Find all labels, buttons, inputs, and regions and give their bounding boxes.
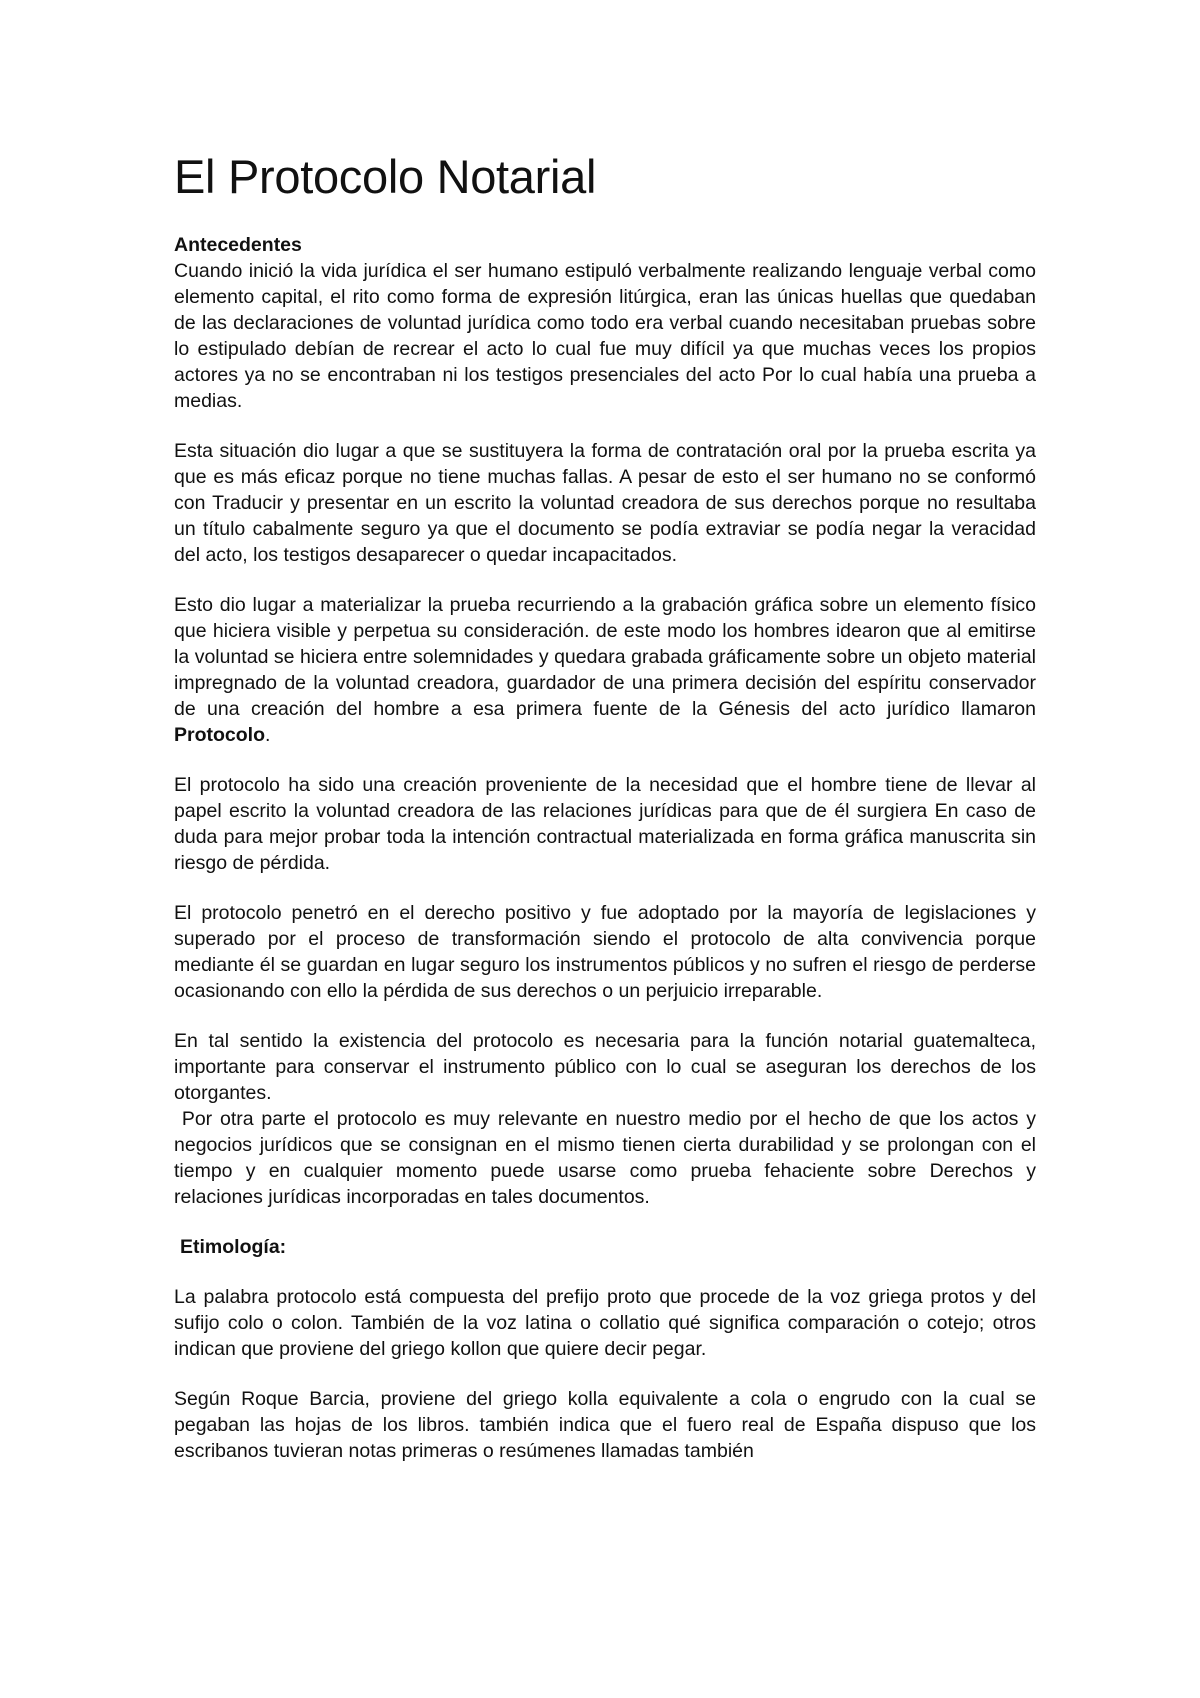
section-heading-antecedentes: Antecedentes (174, 234, 302, 256)
paragraph-9: Según Roque Barcia, proviene del griego kolla equivalente a cola o engrudo con la cual se pegaban las hojas de los libros. también indica que el fuero real de España dispuso que los escribanos tuvieran notas primeras o resúmenes llamadas también (174, 1388, 1036, 1462)
paragraph-4: El protocolo ha sido una creación proveniente de la necesidad que el hombre tiene de llevar al papel escrito la voluntad creadora de las relaciones jurídicas para que de él surgiera En caso de duda para mejor probar toda la intención contractual materializada en forma gráfica manuscrita sin riesgo de pérdida. (174, 774, 1036, 874)
paragraph-2: Esta situación dio lugar a que se sustituyera la forma de contratación oral por la prueba escrita ya que es más eficaz porque no tiene muchas fallas. A pesar de esto el ser humano no se conformó con Traducir y presentar en un escrito la voluntad creadora de sus derechos porque no resultaba un título cabalmente seguro ya que el documento se podía extraviar se podía negar la veracidad del acto, los testigos desaparecer o quedar incapacitados. (174, 440, 1036, 566)
paragraph-8: La palabra protocolo está compuesta del prefijo proto que procede de la voz griega protos y del sufijo colo o colon. También de la voz latina o collatio qué significa comparación o cotejo; otros indican que proviene del griego kollon que quiere decir pegar. (174, 1286, 1036, 1360)
document-title: El Protocolo Notarial (174, 150, 597, 203)
paragraph-6: En tal sentido la existencia del protocolo es necesaria para la función notarial guatemalteca, importante para conservar el instrumento público con lo cual se aseguran los derechos de los otorgantes. (174, 1030, 1036, 1104)
paragraph-3-bold-term: Protocolo (174, 724, 265, 746)
paragraph-7: Por otra parte el protocolo es muy relevante en nuestro medio por el hecho de que los actos y negocios jurídicos que se consignan en el mismo tienen cierta durabilidad y se prolongan con el tiempo y en cualquier momento puede usarse como prueba fehaciente sobre Derechos y relaciones jurídicas incorporadas en tales documentos. (174, 1108, 1042, 1208)
paragraph-5: El protocolo penetró en el derecho positivo y fue adoptado por la mayoría de legislaciones y superado por el proceso de transformación siendo el protocolo de alta convivencia porque mediante él se guardan en lugar seguro los instrumentos públicos y no sufren el riesgo de perderse ocasionando con ello la pérdida de sus derechos o un perjuicio irreparable. (174, 902, 1036, 1002)
paragraph-3-end: . (265, 724, 271, 746)
paragraph-3 (174, 592, 1036, 748)
paragraph-1: Cuando inició la vida jurídica el ser humano estipuló verbalmente realizando lenguaje verbal como elemento capital, el rito como forma de expresión litúrgica, eran las únicas huellas que quedaban de las declaraciones de voluntad jurídica como todo era verbal cuando necesitaban pruebas sobre lo estipulado debían de recrear el acto lo cual fue muy difícil ya que muchas veces los propios actores ya no se encontraban ni los testigos presenciales del acto Por lo cual había una prueba a medias. (174, 260, 1036, 412)
document-body (174, 148, 1042, 1488)
paragraph-3-text: Esto dio lugar a materializar la prueba recurriendo a la grabación gráfica sobre un elemento físico que hiciera visible y perpetua su consideración. de este modo los hombres idearon que al emitirse la voluntad se hiciera entre solemnidades y quedara grabada gráficamente sobre un objeto material impregnado de la voluntad creadora, guardador de una primera decisión del espíritu conservador de una creación del hombre a esa primera fuente de la Génesis del acto jurídico llamaron (174, 594, 1036, 720)
section-heading-etimologia: Etimología: (180, 1236, 287, 1258)
